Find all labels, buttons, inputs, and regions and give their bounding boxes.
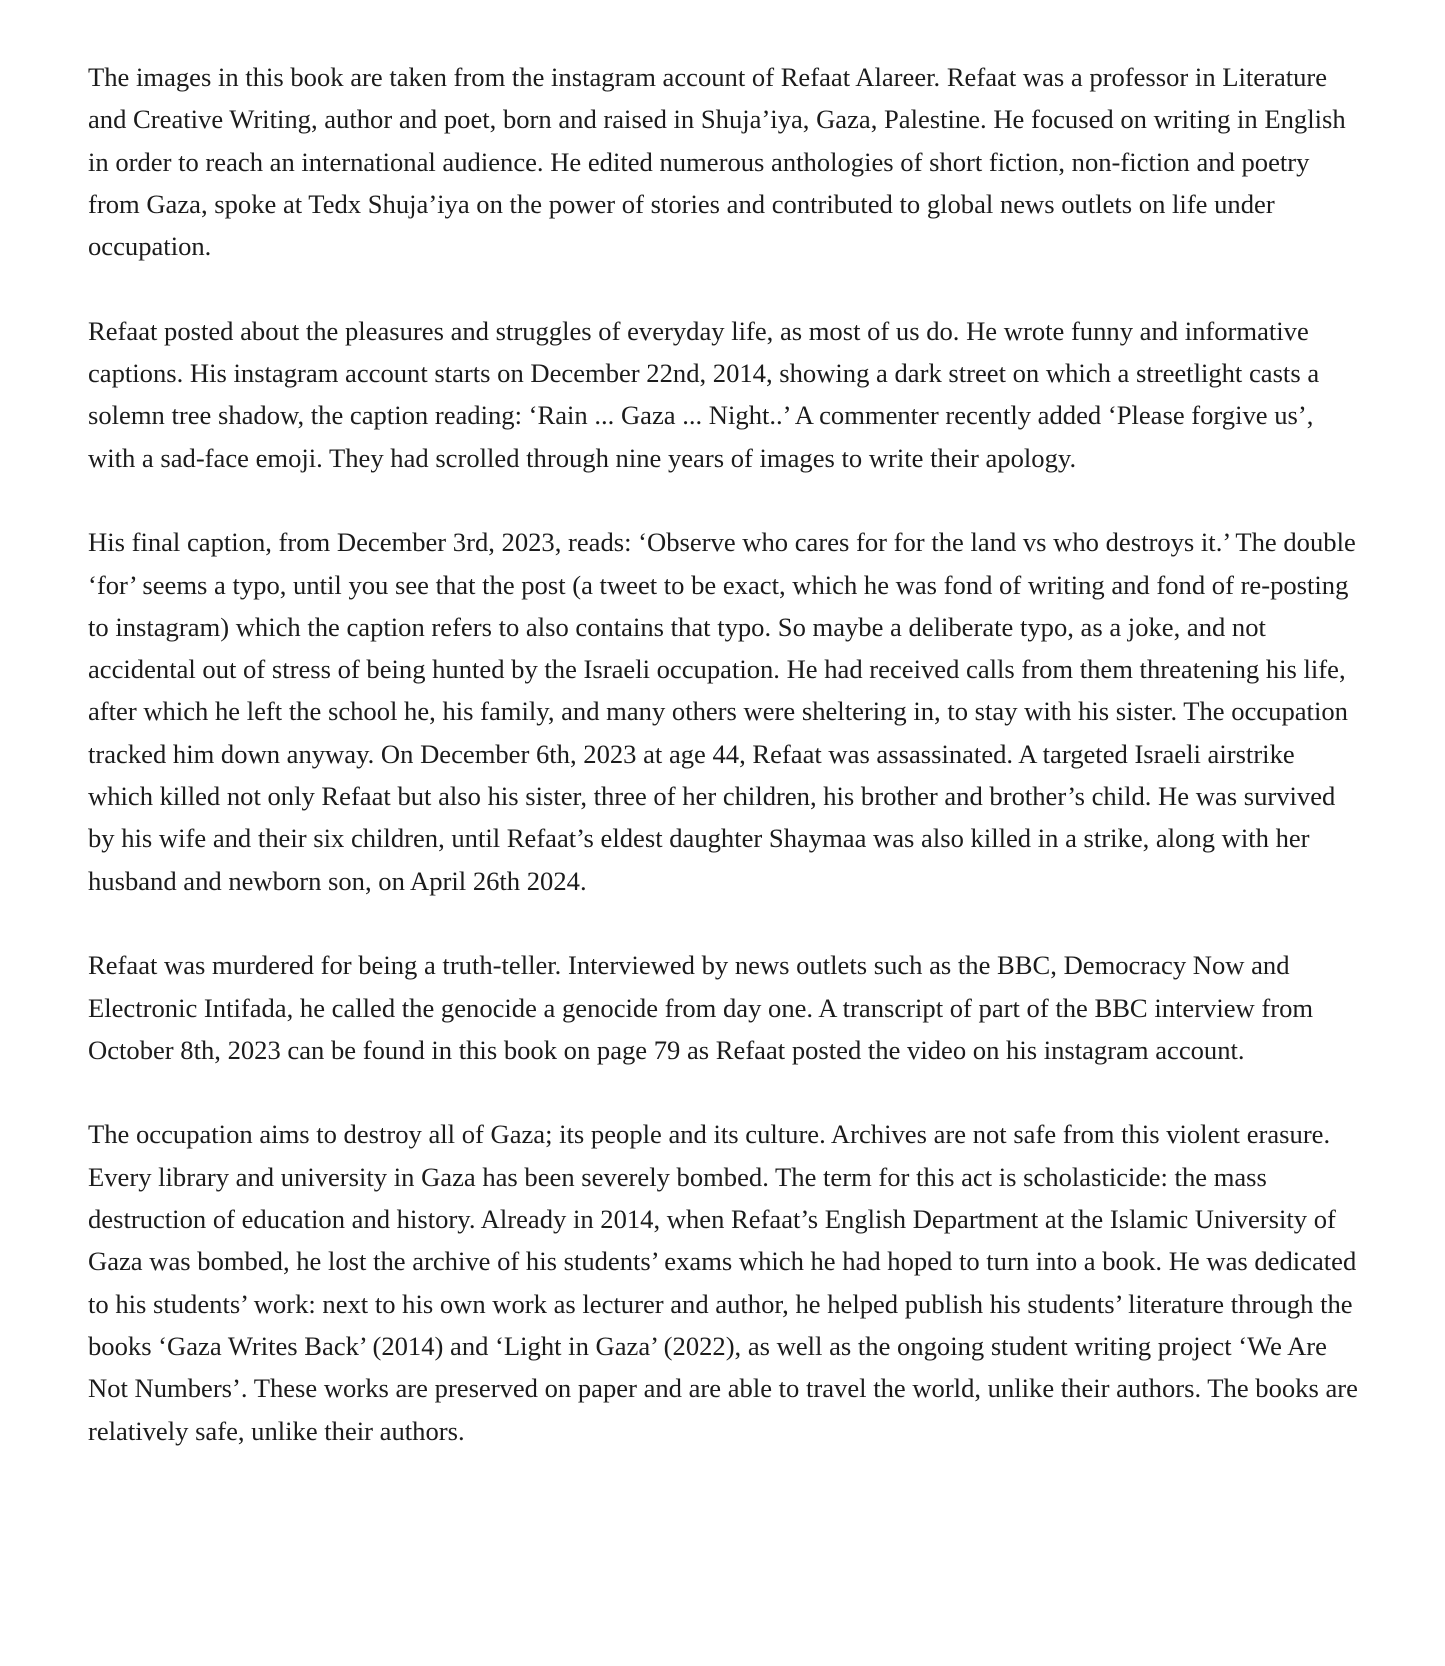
paragraph-final-caption: His final caption, from December 3rd, 2023, reads: ‘Observe who cares for for the land vs who destroys it.’ The double ‘for’ seems a typo, until you see that the post (a tweet to be exact, which he was fond of writing and fond of re-posting to instagram) which the caption refers to also contains that typo. So maybe a deliberate typo, as a joke, and not accidental out of stress of being hunted by the Israeli occupation. He had received calls from them threatening his life, after which he left the school he, his family, and many others were sheltering in, to stay with his sister. The occupation tracked him down anyway. On December 6th, 2023 at age 44, Refaat was assassinated. A targeted Israeli airstrike which killed not only Refaat but also his sister, three of her children, his brother and brother’s child. He was survived by his wife and their six children, until Refaat’s eldest daughter Shaymaa was also killed in a strike, along with her husband and newborn son, on April 26th 2024.	[88, 527, 1356, 896]
paragraph-scholasticide: The occupation aims to destroy all of Gaza; its people and its culture. Archives are not safe from this violent erasure. Every library and university in Gaza has been severely bombed. The term for this act is scholasticide: the mass destruction of education and history. Already in 2014, when Refaat’s English Department at the Islamic University of Gaza was bombed, he lost the archive of his students’ exams which he had hoped to turn into a book. He was dedicated to his students’ work: next to his own work as lecturer and author, he helped publish his students’ literature through the books ‘Gaza Writes Back’ (2014) and ‘Light in Gaza’ (2022), as well as the ongoing student writing project ‘We Are Not Numbers’. These works are preserved on paper and are able to travel the world, unlike their authors. The books are relatively safe, unlike their authors.	[88, 1119, 1358, 1446]
paragraph-truth-teller: Refaat was murdered for being a truth-teller. Interviewed by news outlets such as the BBC, Democracy Now and Electronic Intifada, he called the genocide a genocide from day one. A transcript of part of the BBC interview from October 8th, 2023 can be found in this book on page 79 as Refaat posted the video on his instagram account.	[88, 950, 1314, 1065]
document-page	[88, 56, 1363, 1452]
paragraph-intro: The images in this book are taken from the instagram account of Refaat Alareer. Refaat was a professor in Literature and Creative Writing, author and poet, born and raised in Shuja’iya, Gaza, Palestine. He focused on writing in English in order to reach an international audience. He edited numerous anthologies of short fiction, non-fiction and poetry from Gaza, spoke at Tedx Shuja’iya on the power of stories and contributed to global news outlets on life under occupation.	[88, 62, 1346, 262]
paragraph-instagram-posts: Refaat posted about the pleasures and struggles of everyday life, as most of us do. He wrote funny and informative captions. His instagram account starts on December 22nd, 2014, showing a dark street on which a streetlight casts a solemn tree shadow, the caption reading: ‘Rain ... Gaza ... Night..’ A commenter recently added ‘Please forgive us’, with a sad-face emoji. They had scrolled through nine years of images to write their apology.	[88, 315, 1320, 473]
